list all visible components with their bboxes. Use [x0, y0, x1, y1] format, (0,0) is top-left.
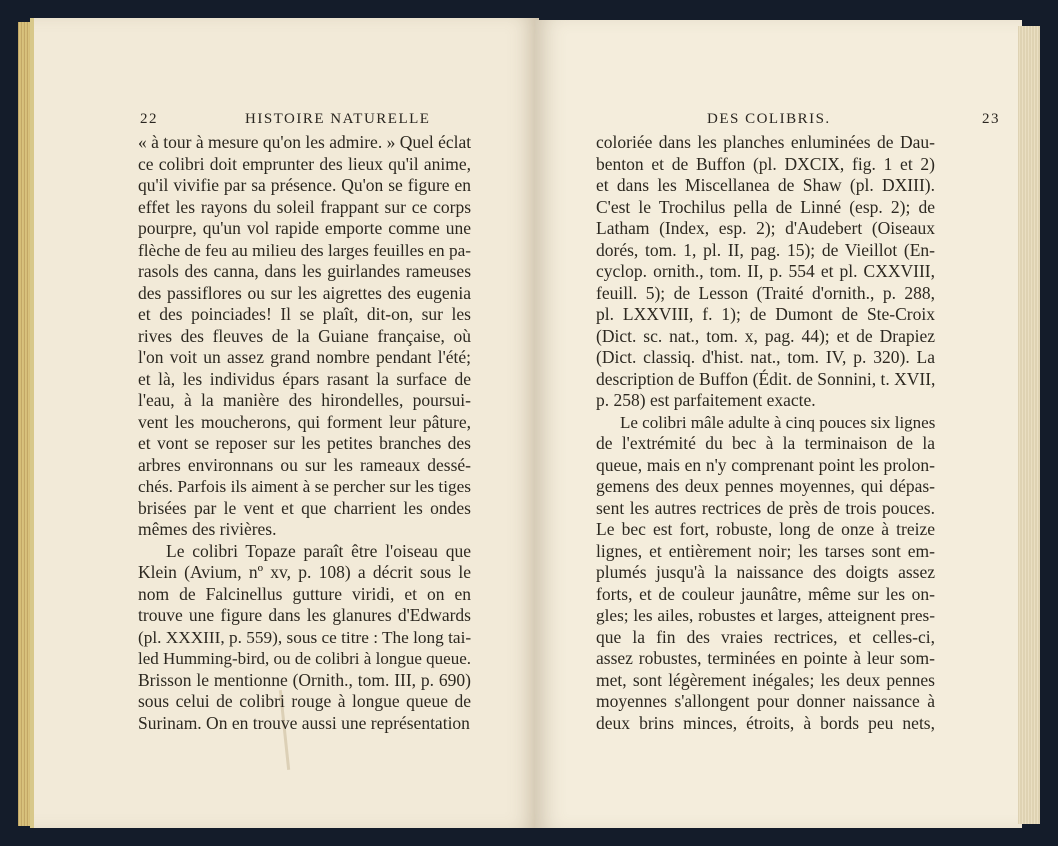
- text-line: forts, et de couleur jaunâtre, même sur les on-: [596, 583, 935, 604]
- left-page-text: [138, 132, 471, 734]
- right-running-title: DES COLIBRIS.: [707, 111, 831, 127]
- text-line: et vont se reposer sur les petites branches des: [138, 433, 471, 453]
- text-line: moyennes s'allongent pour donner naissance à: [596, 691, 935, 711]
- right-page-number: 23: [982, 111, 1000, 127]
- text-line: et dans les Miscellanea de Shaw (pl. DXIII).: [596, 175, 935, 195]
- text-line: queue, mais en n'y comprenant point les prolon-: [596, 454, 935, 475]
- text-line: C'est le Trochilus pella de Linné (esp. 2); de: [596, 196, 935, 217]
- text-line: arbres environnans ou sur les rameaux dessé-: [138, 454, 471, 475]
- text-line: flèche de feu au milieu des larges feuilles en pa-: [138, 240, 471, 260]
- text-line: et là, les individus épars rasant la surface de: [138, 368, 471, 389]
- text-line: benton et de Buffon (pl. DXCIX, fig. 1 et 2): [596, 153, 935, 174]
- text-line: pourpre, qu'un vol rapide emporte comme une: [138, 218, 471, 238]
- text-line: assez robustes, terminées en pointe à leur som-: [596, 648, 935, 668]
- text-line: « à tour à mesure qu'on les admire. » Quel éclat: [138, 132, 472, 152]
- text-line: de l'extrémité du bec à la terminaison de la: [596, 433, 935, 453]
- text-line: feuill. 5); de Lesson (Traité d'ornith., p. 288,: [596, 282, 935, 303]
- text-line: mêmes des rivières.: [138, 519, 277, 539]
- text-line: rives des fleuves de la Guiane française, où: [138, 325, 471, 346]
- text-line: brisées par le vent et que charrient les ondes: [138, 497, 471, 518]
- text-line: sent les autres rectrices de près de trois pouces.: [596, 497, 935, 518]
- text-line: l'on voit un assez grand nombre pendant l'été;: [138, 347, 471, 367]
- right-page-text: [596, 132, 935, 734]
- text-line: qu'il vivifie par sa présence. Qu'on se figure en: [138, 175, 471, 195]
- text-line: que la fin des vraies rectrices, et celles-ci,: [596, 626, 935, 647]
- text-line: sous celui de colibri rouge à longue queue de: [138, 691, 471, 711]
- text-line: met, sont légèrement inégales; les deux pennes: [596, 669, 935, 690]
- text-line: plumés jusqu'à la naissance des doigts assez: [596, 562, 935, 582]
- text-line: dorés, tom. 1, pl. II, pag. 15); de Vieillot (En-: [596, 239, 935, 260]
- text-line: gles; les ailes, robustes et larges, atteignent pres-: [596, 606, 935, 625]
- left-page-number: 22: [140, 111, 158, 127]
- text-line: coloriée dans les planches enluminées de Dau-: [596, 132, 935, 152]
- left-running-title: HISTOIRE NATURELLE: [245, 111, 431, 127]
- text-line: Le colibri mâle adulte à cinq pouces six lignes: [620, 412, 936, 432]
- text-line: Brisson le mentionne (Ornith., tom. III, p. 690): [138, 669, 471, 690]
- text-line: description de Buffon (Édit. de Sonnini, t. XVII,: [596, 368, 936, 389]
- text-line: Le bec est fort, robuste, long de onze à treize: [596, 519, 935, 539]
- text-line: chés. Parfois ils aiment à se percher sur les tiges: [138, 477, 471, 496]
- text-line: vent les moucherons, qui forment leur pâture,: [138, 411, 471, 432]
- text-line: deux brins minces, étroits, à bords peu nets,: [596, 712, 935, 733]
- text-line: (Dict. classiq. d'hist. nat., tom. IV, p. 320). La: [596, 347, 935, 367]
- text-line: p. 258) est parfaitement exacte.: [596, 390, 816, 410]
- text-line: led Humming-bird, ou de colibri à longue queue.: [138, 649, 471, 668]
- text-line: pl. LXXVIII, f. 1); de Dumont de Ste-Croix: [596, 304, 935, 324]
- text-line: effet les rayons du soleil frappant sur ce corps: [138, 196, 471, 217]
- text-line: des passiflores ou sur les aigrettes des eugenia: [138, 282, 471, 303]
- text-line: et des poinciades! Il se plaît, dit-on, sur les: [138, 304, 471, 324]
- right-page-edges: [1018, 26, 1040, 824]
- text-line: Klein (Avium, nº xv, p. 108) a décrit sous le: [138, 562, 471, 582]
- text-line: rasols des canna, dans les guirlandes rameuses: [138, 261, 471, 281]
- text-line: Surinam. On en trouve aussi une représentation: [138, 712, 470, 733]
- text-line: nom de Falcinellus gutture viridi, et on en: [138, 583, 471, 604]
- text-line: ce colibri doit emprunter des lieux qu'il anime,: [138, 153, 471, 174]
- text-line: cyclop. ornith., tom. II, p. 554 et pl. CXXVIII,: [596, 261, 935, 281]
- text-line: l'eau, à la manière des hirondelles, poursui-: [138, 390, 471, 410]
- text-line: trouve une figure dans les glanures d'Edwards: [138, 605, 471, 625]
- text-line: Le colibri Topaze paraît être l'oiseau que: [166, 540, 471, 561]
- text-line: Latham (Index, esp. 2); d'Audebert (Oiseaux: [596, 218, 935, 238]
- text-line: gemens des deux pennes moyennes, qui dépas-: [596, 476, 935, 496]
- text-line: (Dict. sc. nat., tom. x, pag. 44); et de Drapiez: [596, 325, 935, 346]
- text-line: (pl. XXXIII, p. 559), sous ce titre : The long tai-: [138, 627, 472, 647]
- text-line: lignes, et entièrement noir; les tarses sont em-: [596, 540, 935, 561]
